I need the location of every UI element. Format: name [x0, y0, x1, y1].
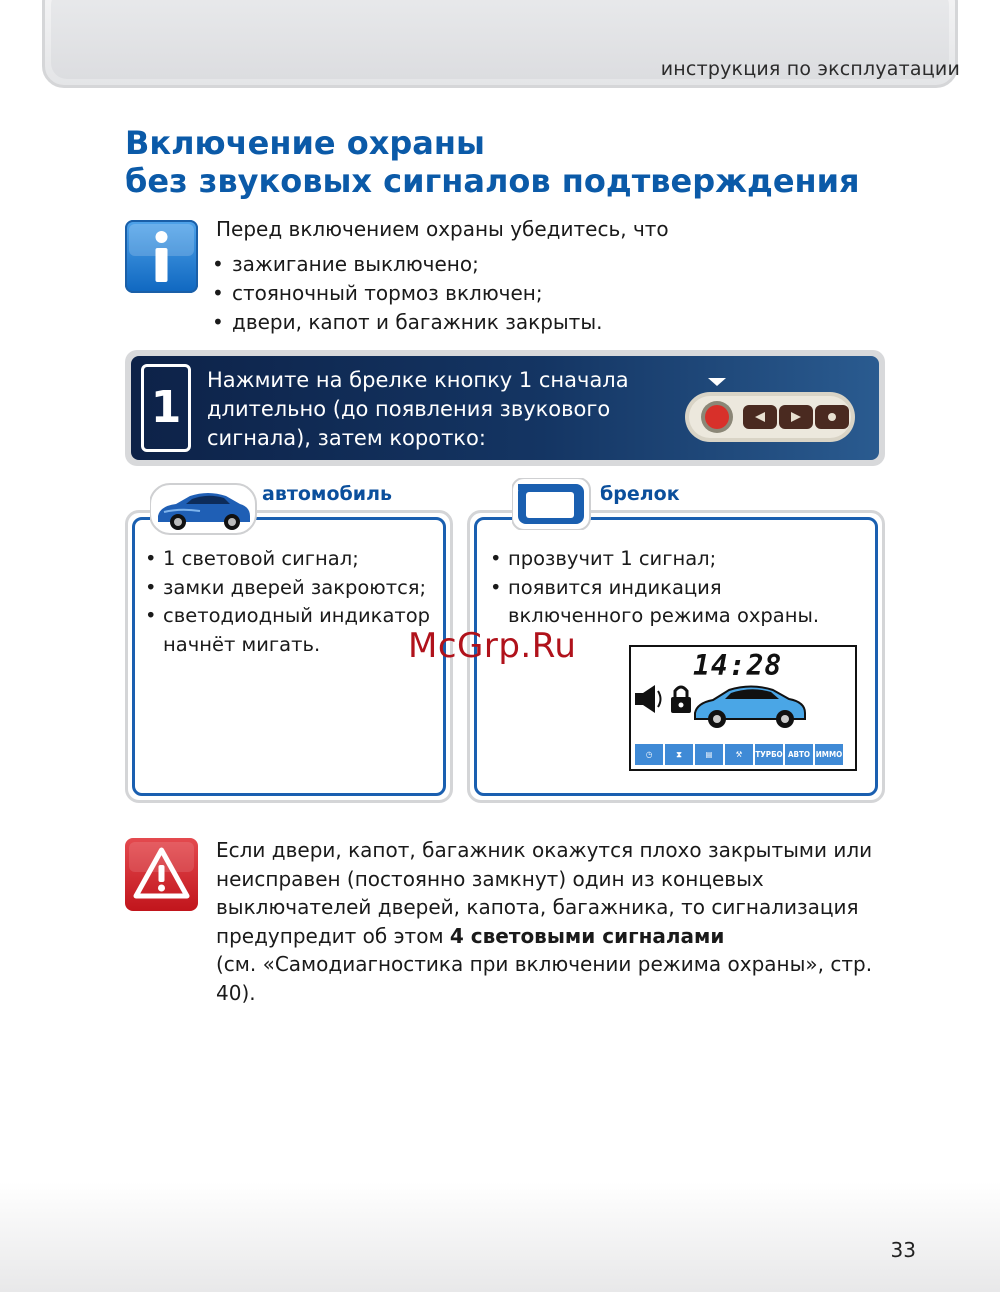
- list-item: • появится индикация включенного режима охраны.: [490, 574, 860, 631]
- lcd-auto-label: АВТО: [785, 744, 813, 765]
- warning-reference: (см. «Самодиагностика при включении режима охраны», стр. 40).: [216, 952, 873, 1005]
- warning-emphasis: 4 световыми сигналами: [449, 923, 725, 948]
- warning-text-main: Если двери, капот, багажник окажутся плохо закрытыми или неисправен (постоянно замкнут) один из концевых выключателей дверей, капота, багажника, то сигнализация предупредит об этом: [216, 838, 873, 948]
- lcd-time: 14:28: [693, 649, 783, 682]
- lcd-immo-label: ИММО: [815, 744, 843, 765]
- page-number: 33: [890, 1238, 916, 1262]
- list-item: • замки дверей закроются;: [145, 574, 445, 603]
- intro-lead: Перед включением охраны убедитесь, что: [216, 217, 669, 241]
- step-banner: [125, 350, 885, 466]
- warning-text: [216, 836, 906, 1007]
- title-line-1: Включение охраны: [125, 124, 485, 162]
- list-item: • двери, капот и багажник закрыты.: [212, 308, 856, 337]
- footer: [0, 1182, 1000, 1292]
- watermark: McGrp.Ru: [408, 626, 577, 666]
- key-fob-icon: [512, 478, 592, 530]
- list-item: • светодиодный индикатор начнёт мигать.: [145, 602, 445, 659]
- warning-icon: [125, 838, 198, 911]
- key-fob-buttons-icon: [683, 374, 863, 454]
- list-item: • зажигание выключено;: [212, 250, 856, 279]
- car-icon: [150, 482, 260, 538]
- step-number: 1: [141, 364, 191, 452]
- lcd-status-icons: [635, 744, 843, 765]
- header-text: инструкция по эксплуатации: [660, 58, 960, 80]
- fob-panel-heading: брелок: [600, 483, 680, 505]
- hourglass-icon: ⧗: [665, 744, 693, 765]
- page-title: [125, 124, 860, 200]
- sensor-icon: ▤: [695, 744, 723, 765]
- step-instruction: Нажмите на брелке кнопку 1 сначала длительно (до появления звукового сигнала), затем коротко:: [207, 368, 629, 450]
- list-item: • 1 световой сигнал;: [145, 545, 445, 574]
- wrench-icon: ⚒: [725, 744, 753, 765]
- car-panel-heading: автомобиль: [262, 483, 393, 505]
- fob-panel-list: [490, 545, 860, 631]
- car-icon: [691, 673, 811, 733]
- title-line-2: без звуковых сигналов подтверждения: [125, 162, 860, 200]
- lcd-turbo-label: ТУРБО: [755, 744, 783, 765]
- intro-block: [216, 215, 856, 337]
- car-panel-list: [145, 545, 445, 659]
- list-item: • стояночный тормоз включен;: [212, 279, 856, 308]
- clock-icon: ◷: [635, 744, 663, 765]
- fob-lcd-display: [629, 645, 857, 771]
- list-item: • прозвучит 1 сигнал;: [490, 545, 860, 574]
- intro-list: [212, 250, 856, 337]
- info-icon: [125, 220, 198, 293]
- siren-lock-icon: [633, 681, 697, 717]
